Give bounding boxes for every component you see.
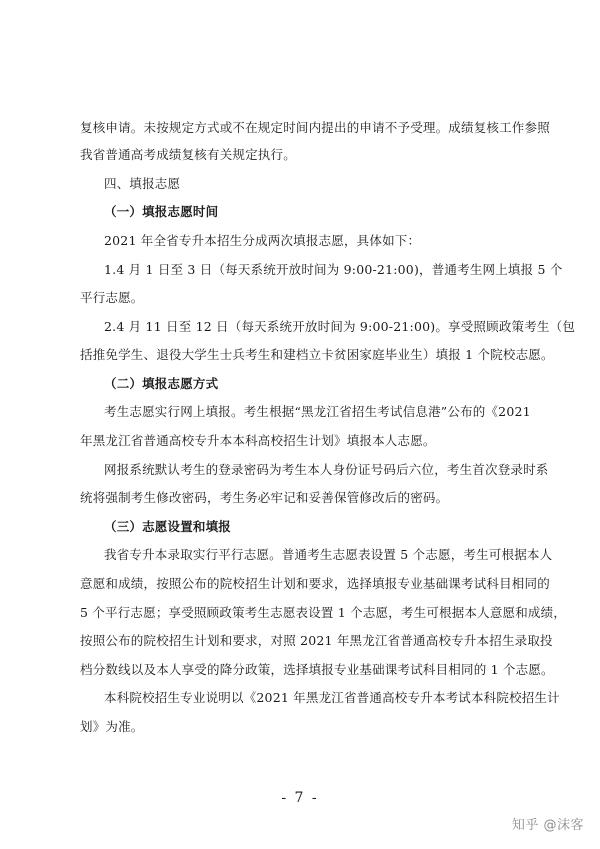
page-number: - 7 - — [281, 790, 319, 806]
paragraph-line: 年黑龙江省普通高校专升本本科高校招生计划》填报本人志愿。 — [80, 433, 436, 448]
paragraph-line: 统将强制考生修改密码，考生务必牢记和妥善保管修改后的密码。 — [80, 490, 449, 505]
subsection-heading: （三）志愿设置和填报 — [104, 519, 232, 534]
zhihu-watermark: 知乎 @沫客 — [511, 818, 584, 833]
paragraph-line: 括推免学生、退役大学生士兵考生和建档立卡贫困家庭毕业生）填报 1 个院校志愿。 — [80, 347, 554, 362]
paragraph-line: 考生志愿实行网上填报。考生根据“黑龙江省招生考试信息港”公布的《2021 — [104, 404, 531, 419]
paragraph-line: 本科院校招生专业说明以《2021 年黑龙江省普通高校专升本考试本科院校招生计 — [104, 690, 560, 705]
paragraph-line: 2021 年全省专升本招生分成两次填报志愿，具体如下： — [104, 233, 421, 248]
paragraph-line: 我省专升本录取实行平行志愿。普通考生志愿表设置 5 个志愿，考生可根据本人 — [104, 547, 553, 562]
paragraph-line: 复核申请。未按规定方式或不在规定时间内提出的申请不予受理。成绩复核工作参照 — [80, 120, 550, 135]
paragraph-line: 5 个平行志愿；享受照顾政策考生志愿表设置 1 个志愿，考生可根据本人意愿和成绩， — [80, 605, 567, 620]
subsection-heading: （二）填报志愿方式 — [104, 376, 219, 391]
paragraph-line: 平行志愿。 — [80, 290, 144, 305]
paragraph-line: 网报系统默认考生的登录密码为考生本人身份证号码后六位，考生首次登录时系 — [104, 462, 549, 477]
paragraph-line: 1.4 月 1 日至 3 日（每天系统开放时间为 9:00-21:00)，普通考生网上填报 5 个 — [104, 262, 563, 277]
section-heading: 四、填报志愿 — [104, 176, 181, 191]
subsection-heading: （一）填报志愿时间 — [104, 204, 219, 219]
paragraph-line: 2.4 月 11 日至 12 日（每天系统开放时间为 9:00-21:00)。享受照顾政策考生（包 — [104, 319, 576, 334]
paragraph-line: 划》为准。 — [80, 719, 144, 734]
paragraph-line: 按照公布的院校招生计划和要求，对照 2021 年黑龙江省普通高校专升本招生录取投 — [80, 633, 553, 648]
paragraph-line: 我省普通高考成绩复核有关规定执行。 — [80, 147, 296, 162]
paragraph-line: 意愿和成绩，按照公布的院校招生计划和要求，选择填报专业基础课考试科目相同的 — [80, 576, 550, 591]
paragraph-line: 档分数线以及本人享受的降分政策，选择填报专业基础课考试科目相同的 1 个志愿。 — [80, 662, 554, 677]
